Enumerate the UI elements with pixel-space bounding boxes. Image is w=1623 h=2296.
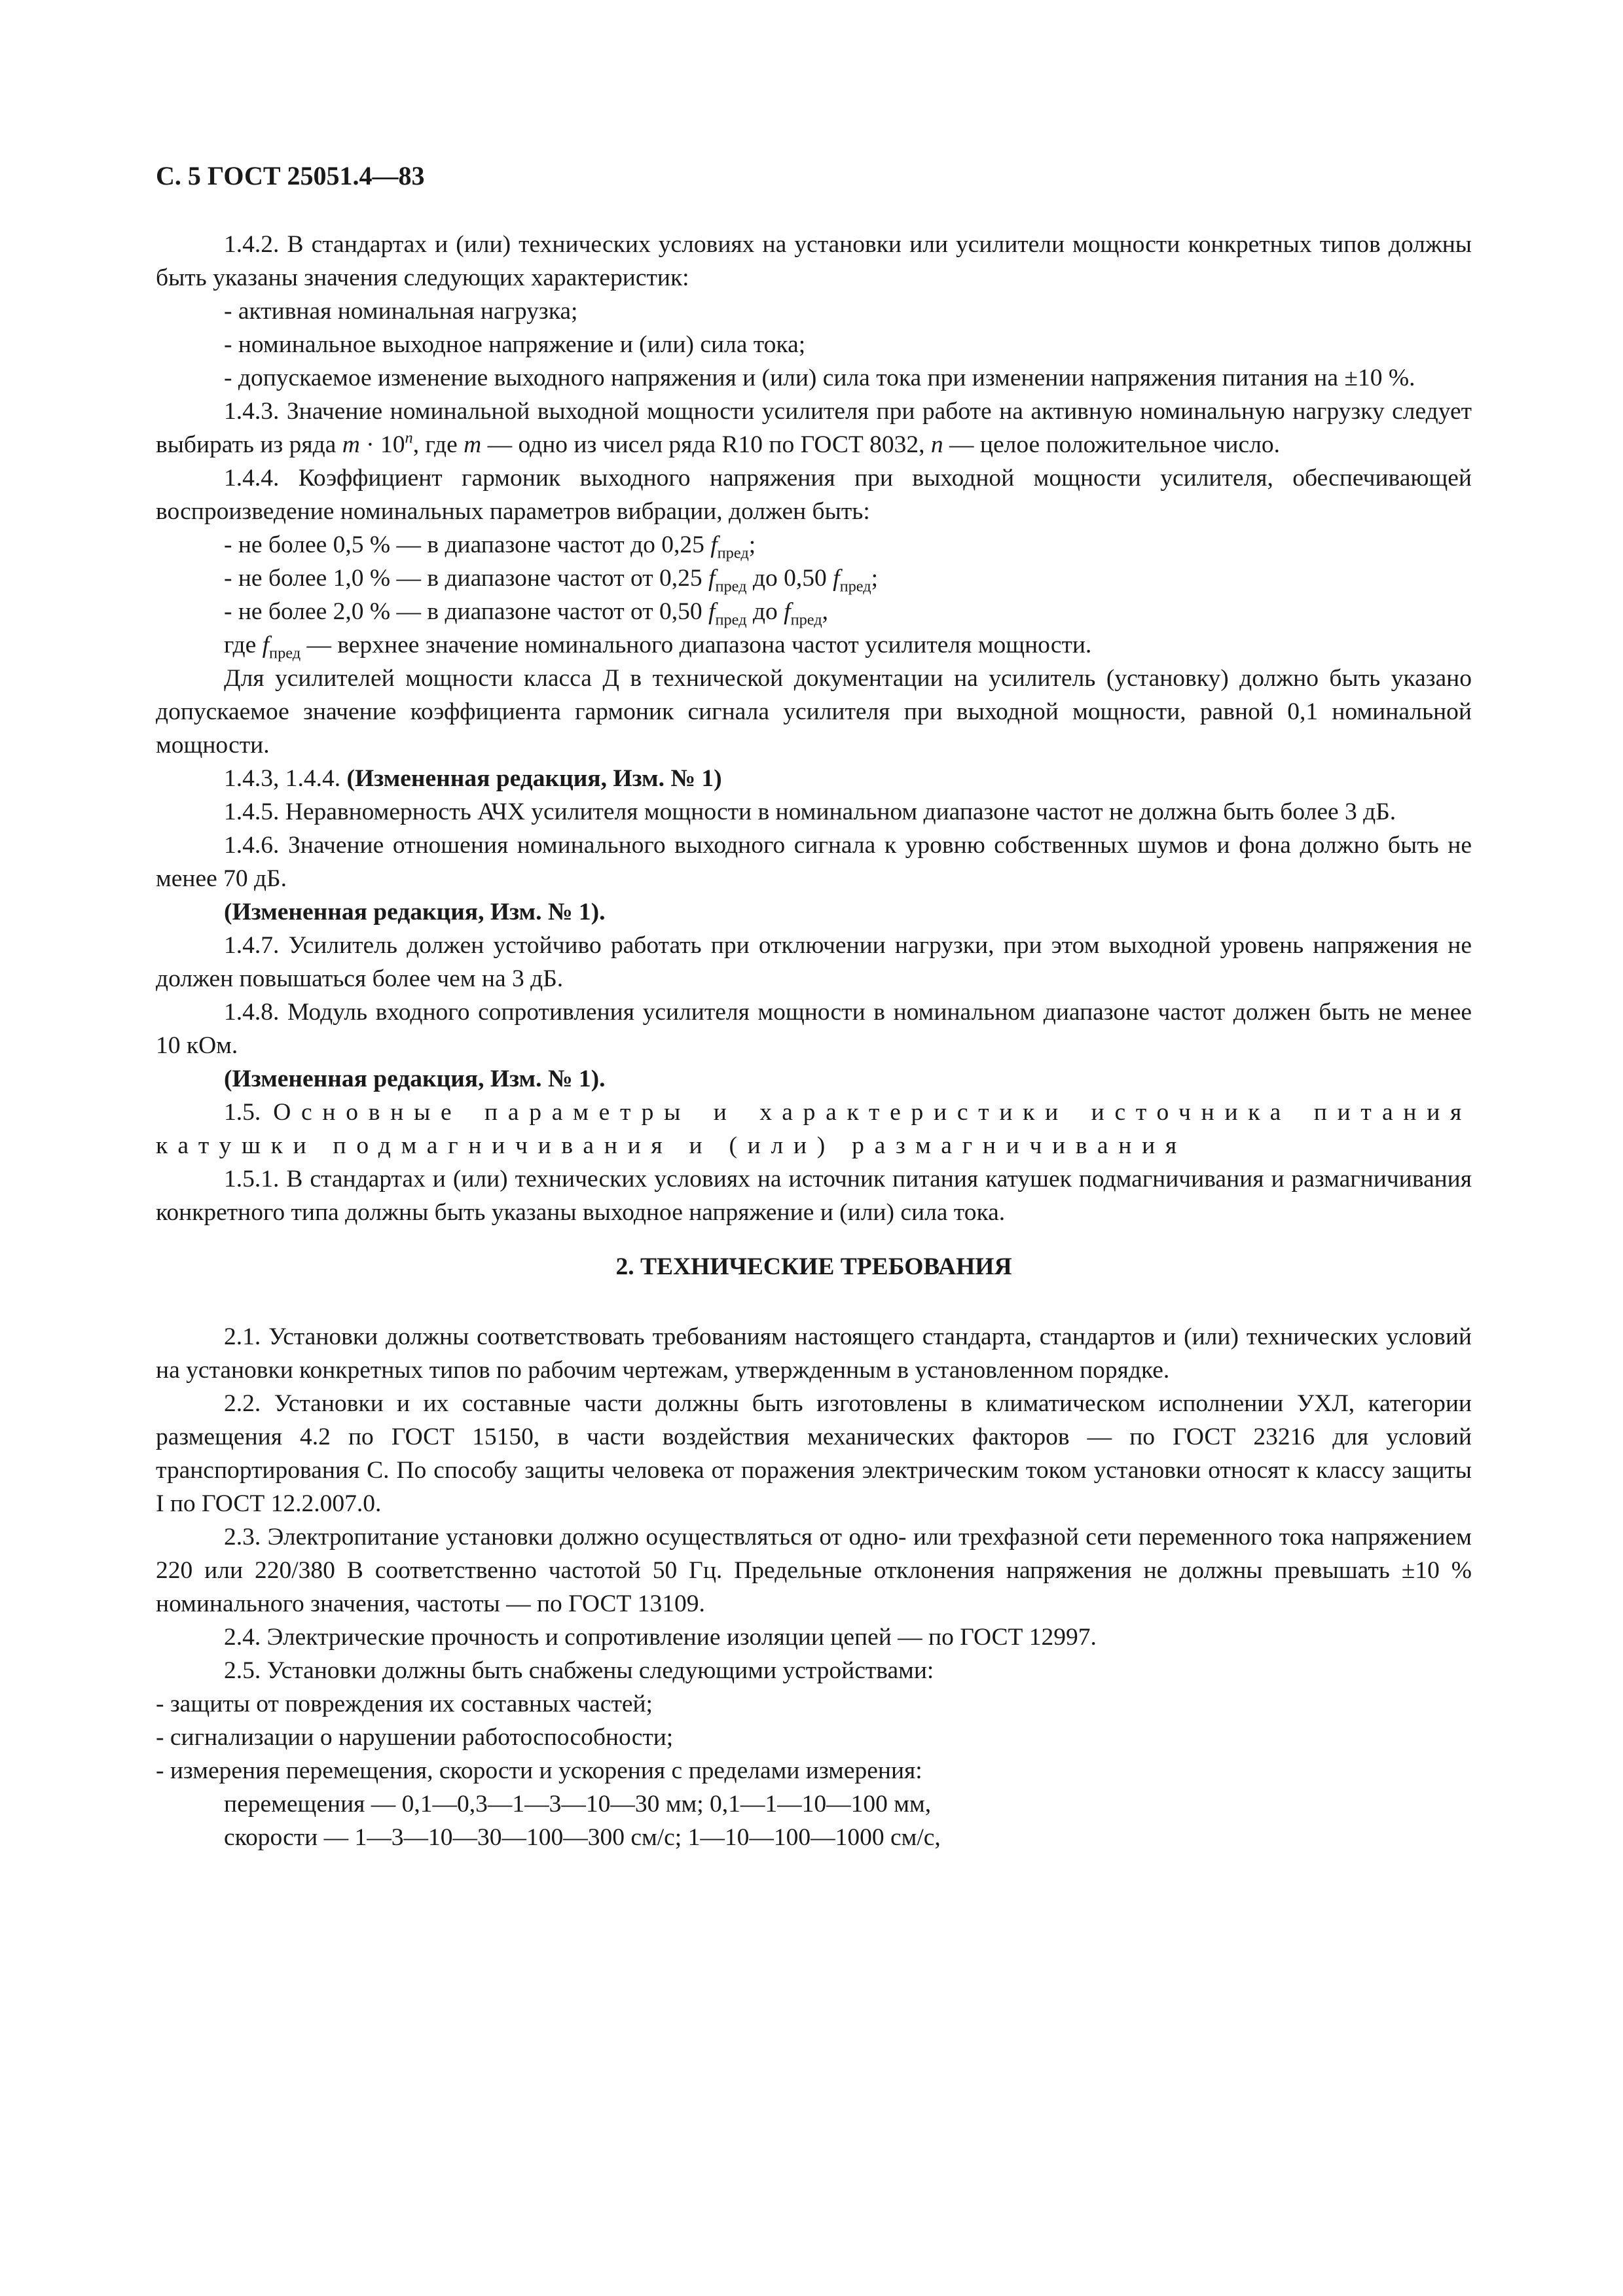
text-span: · 10 — [359, 431, 405, 458]
clause-1-4-8: 1.4.8. Модуль входного сопротивления усилителя мощности в номинальном диапазоне частот должен быть не менее 10 кОм. — [156, 999, 1472, 1059]
amendment-note: (Измененная редакция, Изм. № 1). — [224, 899, 606, 925]
amendment-note — [156, 762, 1472, 795]
math-var-n: n — [405, 429, 413, 447]
section-title: 2. ТЕХНИЧЕСКИЕ ТРЕБОВАНИЯ — [615, 1253, 1012, 1280]
clause-1-4-6: 1.4.6. Значение отношения номинального выходного сигнала к уровню собственных шумов и фона должно быть не менее 70 дБ. — [156, 832, 1472, 892]
clause-2-3: 2.3. Электропитание установки должно осуществляться от одно- или трехфазной сети переменного тока напряжением 220 или 220/380 В соответственно частотой 50 Гц. Предельные отклонения напряжения не должны превышать ±10 % номинального значения, частоты — по ГОСТ 13109. — [156, 1524, 1472, 1617]
subscript: пред — [717, 544, 749, 562]
spaced-heading: Основные параметры и характеристики источника питания катушки подмагничивания и (или) размагничивания — [156, 1099, 1472, 1159]
math-var-f: f — [708, 565, 716, 592]
text-span: , — [822, 598, 829, 625]
math-var-f: f — [833, 565, 840, 592]
text-span: — целое положительное число. — [943, 431, 1280, 458]
text-span: где — [224, 632, 263, 658]
text-span: — верхнее значение номинального диапазона частот усилителя мощности. — [301, 632, 1092, 658]
list-item: - сигнализации о нарушении работоспособности; — [156, 1724, 674, 1751]
definition-line — [156, 628, 1472, 662]
text-span: до — [746, 598, 784, 625]
clause-1-4-4: 1.4.4. Коэффициент гармоник выходного напряжения при выходной мощности усилителя, обеспечивающей воспроизведение номинальных параметров вибрации, должен быть: — [156, 465, 1472, 525]
text-span: 1.4.3. Значение номинальной выходной мощности усилителя при работе на активную номинальную нагрузку следует выбирать из ряда — [156, 398, 1472, 458]
math-var-f: f — [784, 598, 791, 625]
clause-1-4-2: 1.4.2. В стандартах и (или) технических условиях на установки или усилители мощности конкретных типов должны быть указаны значения следующих характеристик: — [156, 231, 1472, 291]
sub-list-item: скорости — 1—3—10—30—100—300 см/с; 1—10—100—1000 см/с, — [224, 1824, 941, 1851]
subscript: пред — [839, 577, 871, 596]
text-span: ; — [871, 565, 879, 592]
text-span: , где — [412, 431, 464, 458]
clause-1-4-7: 1.4.7. Усилитель должен устойчиво работать при отключении нагрузки, при этом выходной уровень напряжения не должен повышаться более чем на 3 дБ. — [156, 932, 1472, 992]
math-var-f: f — [708, 598, 716, 625]
text-span: - не более 1,0 % — в диапазоне частот от 0,25 — [224, 565, 709, 592]
amendment-label: (Измененная редакция, Изм. № 1) — [346, 765, 722, 792]
text-span: до 0,50 — [746, 565, 833, 592]
document-body — [156, 228, 1472, 1854]
document-page — [156, 160, 1472, 1854]
clause-2-5: 2.5. Установки должны быть снабжены следующими устройствами: — [224, 1657, 934, 1684]
clause-1-5-1: 1.5.1. В стандартах и (или) технических условиях на источник питания катушек подмагничивания и размагничивания конкретного типа должны быть указаны выходное напряжение и (или) сила тока. — [156, 1166, 1472, 1226]
math-var-m: m — [464, 431, 482, 458]
list-item: - номинальное выходное напряжение и (или) сила тока; — [224, 331, 806, 358]
clause-number: 1.5. — [224, 1099, 274, 1126]
subscript: пред — [715, 577, 747, 596]
list-item: - измерения перемещения, скорости и ускорения с пределами измерения: — [156, 1757, 922, 1784]
subscript: пред — [269, 644, 301, 662]
math-var-m: m — [342, 431, 360, 458]
list-item: - активная номинальная нагрузка; — [224, 298, 578, 325]
list-item — [156, 562, 1472, 595]
math-var-f: f — [262, 632, 270, 658]
class-d-note: Для усилителей мощности класса Д в технической документации на усилитель (установку) должно быть указано допускаемое значение коэффициента гармоник сигнала усилителя при выходной мощности, равной 0,1 номинальной мощности. — [156, 665, 1472, 759]
list-item: - защиты от повреждения их составных частей; — [156, 1691, 653, 1717]
text-span: - не более 0,5 % — в диапазоне частот до 0,25 — [224, 531, 711, 558]
amendment-note: (Измененная редакция, Изм. № 1). — [224, 1066, 606, 1092]
clause-2-4: 2.4. Электрические прочность и сопротивление изоляции цепей — по ГОСТ 12997. — [224, 1624, 1097, 1651]
text-span: 1.4.3, 1.4.4. — [224, 765, 347, 792]
text-span: — одно из чисел ряда R10 по ГОСТ 8032, — [481, 431, 931, 458]
text-span: - не более 2,0 % — в диапазоне частот от 0,50 — [224, 598, 709, 625]
subscript: пред — [790, 611, 822, 629]
list-item — [156, 595, 1472, 628]
sub-list-item: перемещения — 0,1—0,3—1—3—10—30 мм; 0,1—1—10—100 мм, — [224, 1791, 932, 1818]
math-var-n: n — [930, 431, 943, 458]
clause-1-4-5: 1.4.5. Неравномерность АЧХ усилителя мощности в номинальном диапазоне частот не должна быть более 3 дБ. — [224, 798, 1396, 825]
clause-2-2: 2.2. Установки и их составные части должны быть изготовлены в климатическом исполнении УХЛ, категории размещения 4.2 по ГОСТ 15150, в части воздействия механических факторов — по ГОСТ 23216 для условий транспортирования С. По способу защиты человека от поражения электрическим током установки относят к классу защиты I по ГОСТ 12.2.007.0. — [156, 1390, 1472, 1517]
subscript: пред — [715, 611, 747, 629]
clause-1-4-3 — [156, 395, 1472, 461]
list-item — [156, 528, 1472, 562]
list-item: - допускаемое изменение выходного напряжения и (или) сила тока при изменении напряжения питания на ±10 %. — [224, 365, 1415, 391]
page-header: С. 5 ГОСТ 25051.4—83 — [156, 161, 425, 190]
math-var-f: f — [710, 531, 718, 558]
clause-2-1: 2.1. Установки должны соответствовать требованиям настоящего стандарта, стандартов и (или) технических условий на установки конкретных типов по рабочим чертежам, утвержденным в установленном порядке. — [156, 1323, 1472, 1384]
clause-1-5 — [156, 1096, 1472, 1162]
text-span: ; — [748, 531, 756, 558]
